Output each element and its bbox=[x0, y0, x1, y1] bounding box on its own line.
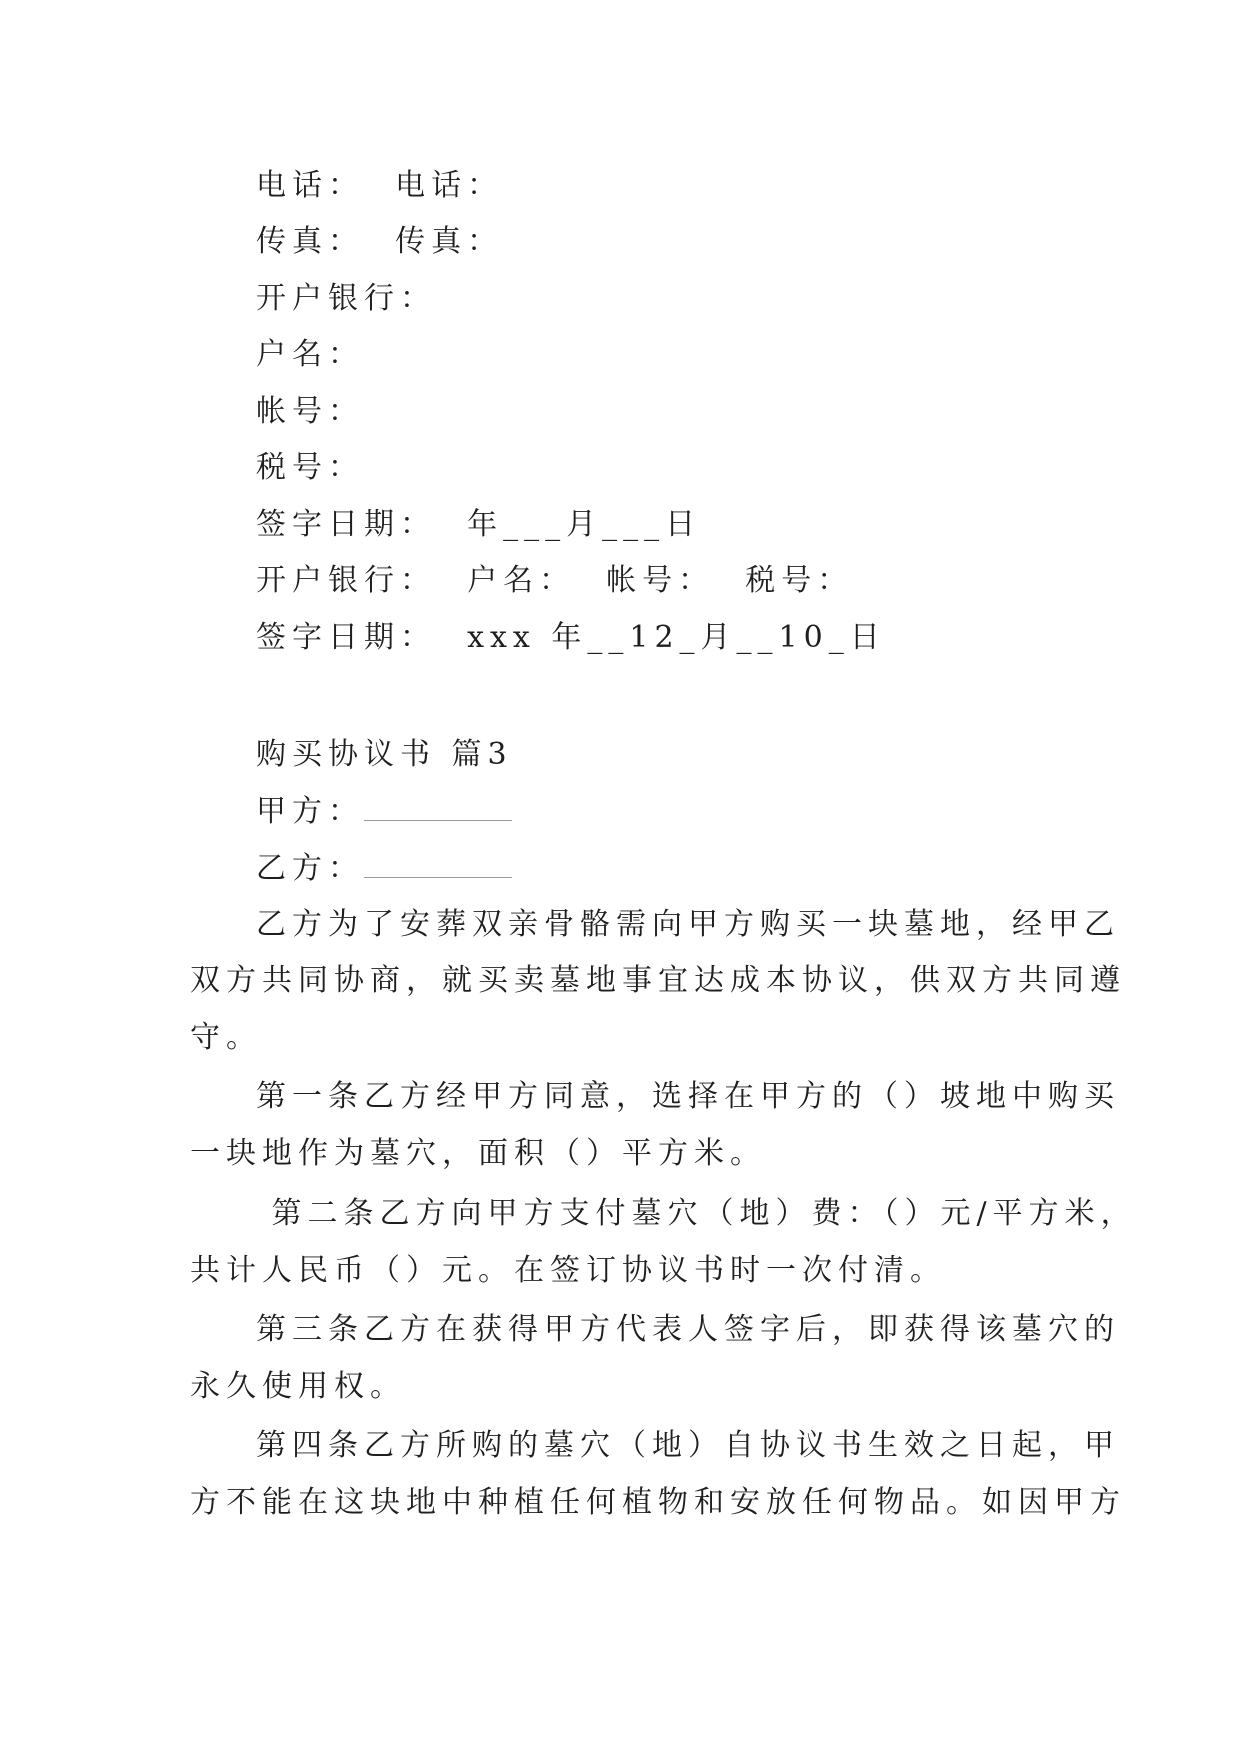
article-2-line-1: 第二条乙方向甲方支付墓穴（地）费：（）元/平方米， bbox=[256, 1196, 1137, 1231]
article-3-line-1: 第三条乙方在获得甲方代表人签字后，即获得该墓穴的 bbox=[256, 1312, 1120, 1347]
tax-number-line: 税号： bbox=[256, 450, 364, 485]
paragraph-1-line-1: 乙方为了安葬双亲骨骼需向甲方购买一块墓地，经甲乙 bbox=[256, 907, 1120, 942]
party-b-line bbox=[256, 851, 512, 887]
party-a-label: 甲方： bbox=[256, 794, 364, 829]
paragraph-1-line-3: 守。 bbox=[190, 1020, 262, 1055]
article-4-line-2: 方不能在这块地中种植任何植物和安放任何物品。如因甲方 bbox=[190, 1485, 1126, 1520]
sign-date-line: 签字日期： 年___月___日 bbox=[256, 507, 702, 542]
phone-line: 电话： 电话： bbox=[256, 168, 504, 203]
article-1-line-2: 一块地作为墓穴，面积（）平方米。 bbox=[190, 1136, 766, 1171]
account-number-line: 帐号： bbox=[256, 394, 364, 429]
section-title: 购买协议书 篇3 bbox=[256, 737, 513, 772]
party-a-line bbox=[256, 794, 512, 830]
party-a-blank bbox=[364, 796, 512, 821]
account-name-line: 户名： bbox=[256, 337, 364, 372]
bank-line: 开户银行： bbox=[256, 281, 436, 316]
fax-line: 传真： 传真： bbox=[256, 224, 504, 259]
sign-date-line-2: 签字日期： xxx 年__12_月__10_日 bbox=[256, 620, 886, 655]
article-2-line-2: 共计人民币（）元。在签订协议书时一次付清。 bbox=[190, 1253, 946, 1288]
party-b-blank bbox=[364, 853, 512, 878]
bank-info-line: 开户银行： 户名： 帐号： 税号： bbox=[256, 563, 854, 598]
article-4-line-1: 第四条乙方所购的墓穴（地）自协议书生效之日起，甲 bbox=[256, 1428, 1120, 1463]
article-1-line-1: 第一条乙方经甲方同意，选择在甲方的（）坡地中购买 bbox=[256, 1079, 1120, 1114]
party-b-label: 乙方： bbox=[256, 851, 364, 886]
paragraph-1-line-2: 双方共同协商，就买卖墓地事宜达成本协议，供双方共同遵 bbox=[190, 963, 1126, 998]
article-3-line-2: 永久使用权。 bbox=[190, 1369, 406, 1404]
